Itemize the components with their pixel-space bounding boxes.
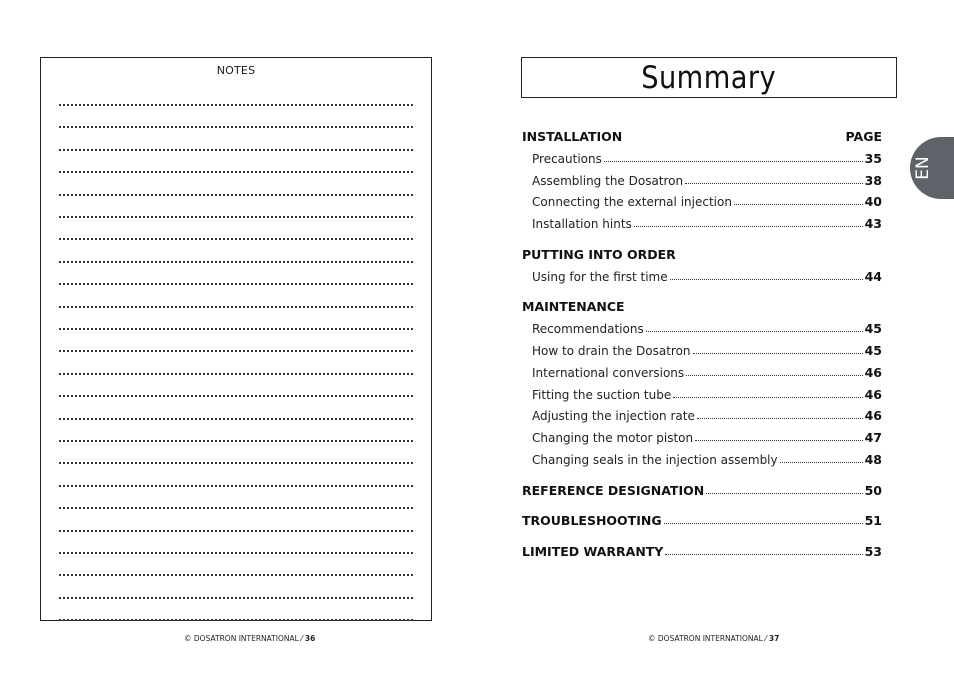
footer-right-page: 37 [768, 634, 780, 643]
toc-leader [665, 554, 862, 555]
toc-row[interactable] [522, 189, 882, 209]
toc-leader [673, 397, 862, 398]
toc-row[interactable] [522, 403, 882, 423]
toc-label: Connecting the external injection [532, 195, 732, 209]
note-line [59, 149, 413, 151]
toc-page: 35 [864, 151, 882, 166]
toc-page: 44 [864, 269, 882, 284]
note-line [59, 350, 413, 352]
note-line [59, 126, 413, 128]
toc-label: Adjusting the injection rate [532, 409, 695, 423]
toc-label: Changing seals in the injection assembly [532, 453, 778, 467]
toc-label: How to drain the Dosatron [532, 344, 691, 358]
toc-leader [634, 226, 863, 227]
note-line [59, 462, 413, 464]
toc-leader [697, 418, 863, 419]
toc-label: MAINTENANCE [522, 299, 625, 314]
toc-page: 38 [864, 173, 882, 188]
toc-page: 45 [864, 343, 882, 358]
toc-leader [664, 523, 863, 524]
note-line [59, 238, 413, 240]
toc-label: International conversions [532, 366, 685, 380]
toc-row[interactable] [522, 168, 882, 188]
footer-right-text: © DOSATRON INTERNATIONAL ⁄ [648, 634, 767, 643]
toc-label: Installation hints [532, 217, 632, 231]
toc-page: 50 [864, 483, 882, 498]
summary-title-box [521, 57, 897, 98]
note-line [59, 104, 413, 106]
note-line [59, 216, 413, 218]
note-line [59, 597, 413, 599]
toc-leader [695, 440, 862, 441]
toc-section-maintenance[interactable] [522, 294, 882, 314]
toc-page: 46 [864, 365, 882, 380]
toc-row[interactable] [522, 146, 882, 166]
toc-row[interactable] [522, 338, 882, 358]
toc-page: 46 [864, 408, 882, 423]
footer-left-page: 36 [304, 634, 316, 643]
toc-label: REFERENCE DESIGNATION [522, 483, 705, 498]
toc-row[interactable] [522, 316, 882, 336]
toc-row[interactable] [522, 211, 882, 231]
toc-label: LIMITED WARRANTY [522, 544, 664, 559]
toc-row-limited-warranty[interactable] [522, 539, 882, 559]
note-line [59, 418, 413, 420]
toc-label: PUTTING INTO ORDER [522, 247, 676, 262]
toc-row[interactable] [522, 425, 882, 445]
toc-leader [670, 279, 863, 280]
note-line [59, 619, 413, 621]
toc-label: Precautions [532, 152, 602, 166]
toc-row-installation[interactable] [522, 124, 882, 144]
toc-label: TROUBLESHOOTING [522, 513, 662, 528]
toc-label: Fitting the suction tube [532, 388, 672, 402]
toc-page: 51 [864, 513, 882, 528]
footer-left-text: © DOSATRON INTERNATIONAL ⁄ [184, 634, 303, 643]
toc-section-putting-into-order[interactable] [522, 242, 882, 262]
language-tab[interactable] [910, 137, 954, 199]
toc-leader [734, 204, 863, 205]
toc-leader [685, 183, 862, 184]
note-line [59, 552, 413, 554]
language-tab-label: EN [913, 156, 933, 180]
notes-title: NOTES [216, 64, 256, 77]
note-line [59, 194, 413, 196]
note-line [59, 507, 413, 509]
toc-leader [693, 353, 863, 354]
toc-page: 53 [864, 544, 882, 559]
footer-left [184, 634, 315, 643]
toc-page: 46 [864, 387, 882, 402]
note-line [59, 306, 413, 308]
note-line [59, 574, 413, 576]
toc-page-header: PAGE [845, 129, 882, 144]
toc-leader [706, 493, 862, 494]
page-title: Summary [641, 60, 777, 96]
toc-label: Using for the first time [532, 270, 668, 284]
note-line [59, 373, 413, 375]
toc-row[interactable] [522, 447, 882, 467]
footer-right [648, 634, 779, 643]
note-line [59, 328, 413, 330]
note-line [59, 485, 413, 487]
toc-row-reference-designation[interactable] [522, 478, 882, 498]
note-line [59, 395, 413, 397]
note-line [59, 261, 413, 263]
toc-leader [604, 161, 863, 162]
toc-page: 48 [864, 452, 882, 467]
notes-box [40, 57, 432, 621]
note-line [59, 530, 413, 532]
toc-page: 43 [864, 216, 882, 231]
toc-row[interactable] [522, 264, 882, 284]
note-line [59, 440, 413, 442]
note-line [59, 171, 413, 173]
toc-label: Changing the motor piston [532, 431, 694, 445]
toc-leader [780, 462, 863, 463]
toc-label: Recommendations [532, 322, 644, 336]
toc-page: 45 [864, 321, 882, 336]
toc-row[interactable] [522, 382, 882, 402]
toc-row-troubleshooting[interactable] [522, 508, 882, 528]
toc-label: INSTALLATION [522, 129, 623, 144]
toc-leader [686, 375, 862, 376]
note-line [59, 283, 413, 285]
toc-page: 40 [864, 194, 882, 209]
toc-label: Assembling the Dosatron [532, 174, 684, 188]
toc-row[interactable] [522, 360, 882, 380]
toc-page: 47 [864, 430, 882, 445]
toc-leader [646, 331, 863, 332]
